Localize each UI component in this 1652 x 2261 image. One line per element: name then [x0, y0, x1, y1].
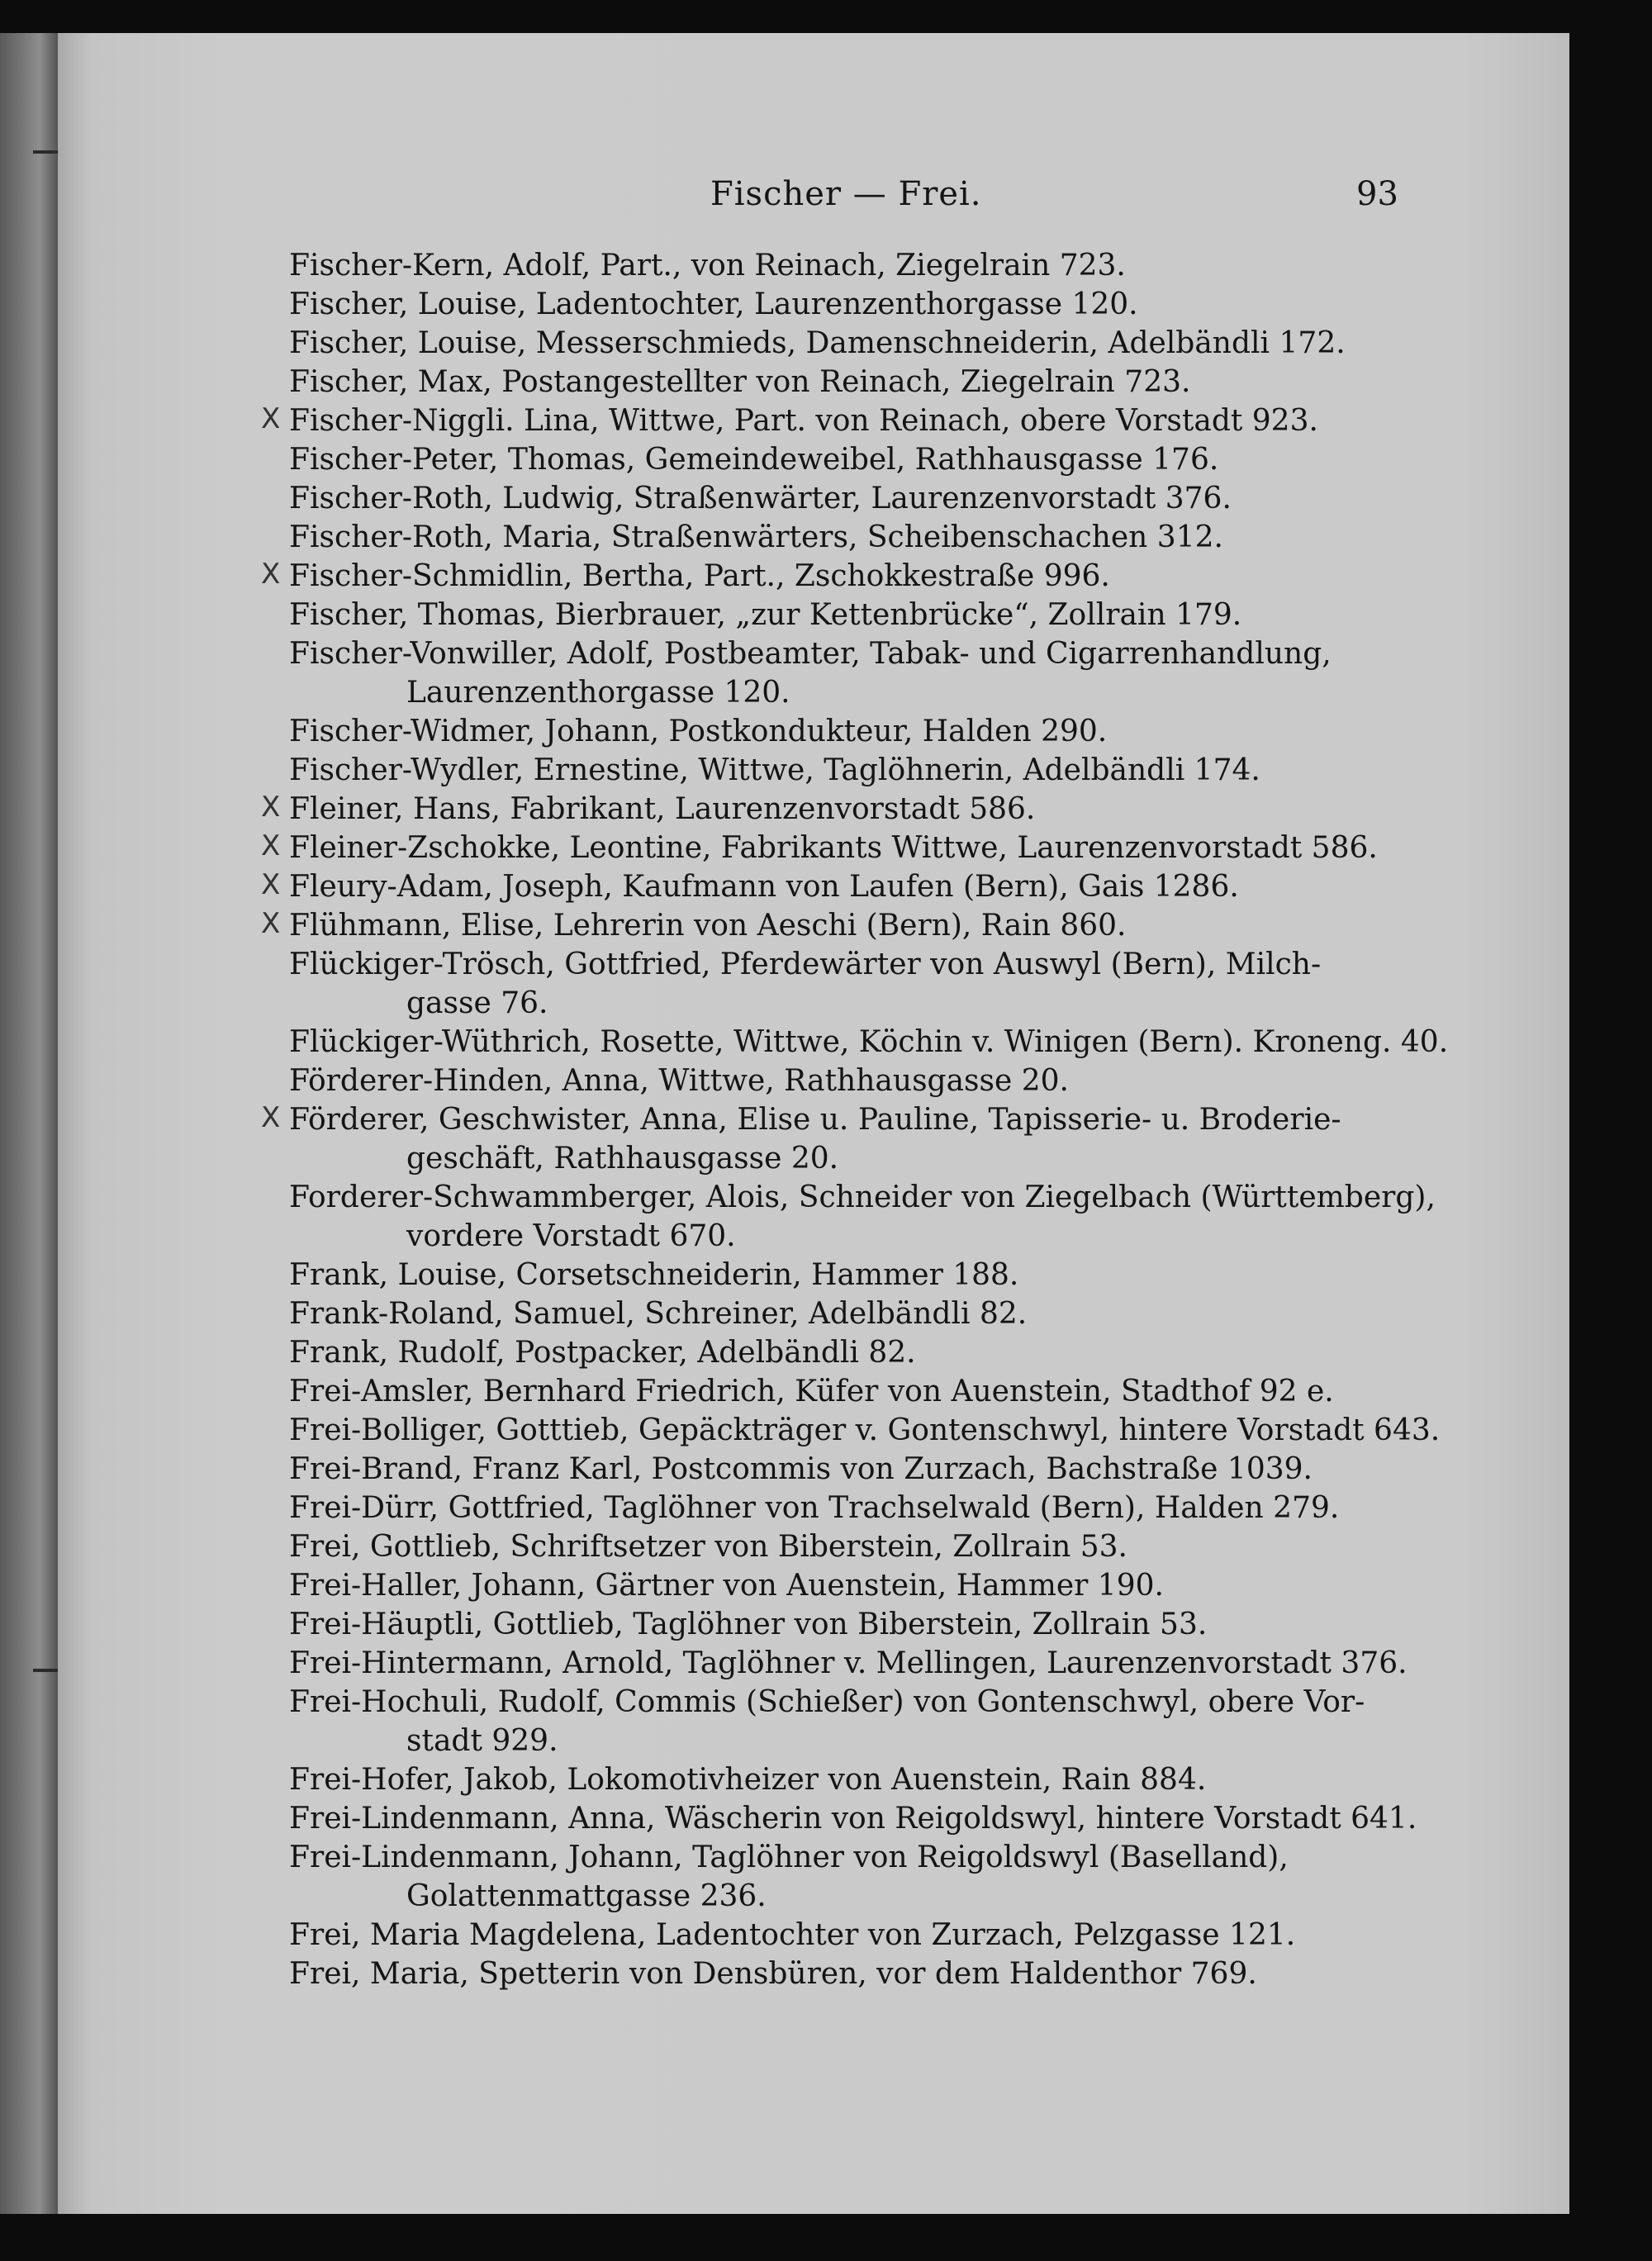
entry-text: Frei-Lindenmann, Anna, Wäscherin von Reigoldswyl, hintere Vorstadt 641.	[289, 1802, 1417, 1836]
directory-entry	[289, 1062, 1412, 1100]
directory-entry	[289, 945, 1412, 984]
entry-text: Fischer-Roth, Ludwig, Straßenwärter, Laurenzenvorstadt 376.	[289, 482, 1232, 515]
entry-text: Fleiner, Hans, Fabrikant, Laurenzenvorstadt 586.	[289, 792, 1036, 826]
handwritten-x-mark: X	[261, 791, 281, 824]
directory-entry	[289, 751, 1412, 790]
entry-text: Golattenmattgasse 236.	[406, 1879, 767, 1913]
directory-entry	[289, 1683, 1412, 1722]
entry-text: Frei-Dürr, Gottfried, Taglöhner von Trachselwald (Bern), Halden 279.	[289, 1491, 1340, 1525]
directory-entry	[261, 906, 1412, 945]
entry-text: Fischer, Thomas, Bierbrauer, „zur Kettenbrücke“, Zollrain 179.	[289, 598, 1242, 632]
directory-entry	[289, 1372, 1412, 1411]
directory-entry	[261, 829, 1412, 867]
page-number: 93	[1356, 175, 1398, 213]
entry-text: Frei-Bolliger, Gotttieb, Gepäckträger v. Gontenschwyl, hintere Vorstadt 643.	[289, 1413, 1441, 1447]
directory-entry	[289, 1178, 1436, 1217]
directory-entry	[289, 324, 1412, 363]
entry-text: Fischer-Vonwiller, Adolf, Postbeamter, Tabak- und Cigarrenhandlung,	[289, 637, 1332, 671]
entry-text: vordere Vorstadt 670.	[406, 1219, 736, 1253]
entry-text: Frei-Hintermann, Arnold, Taglöhner v. Mellingen, Laurenzenvorstadt 376.	[289, 1646, 1408, 1680]
directory-entry	[289, 518, 1412, 557]
directory-entry	[289, 479, 1412, 518]
directory-entry	[289, 1566, 1412, 1605]
entry-text: Frei-Amsler, Bernhard Friedrich, Küfer von Auenstein, Stadthof 92 e.	[289, 1375, 1334, 1408]
directory-entries	[261, 246, 1449, 1993]
entry-text: Frei-Hofer, Jakob, Lokomotivheizer von Auenstein, Rain 884.	[289, 1763, 1207, 1797]
directory-entry	[289, 1023, 1449, 1062]
entry-text: Förderer-Hinden, Anna, Wittwe, Rathhausgasse 20.	[289, 1064, 1069, 1098]
entry-text: Frank, Louise, Corsetschneiderin, Hammer 188.	[289, 1258, 1019, 1292]
directory-entry	[289, 1489, 1412, 1527]
entry-text: Laurenzenthorgasse 120.	[406, 676, 790, 710]
directory-entry	[289, 246, 1412, 285]
entry-text: Fischer-Roth, Maria, Straßenwärters, Scheibenschachen 312.	[289, 520, 1223, 554]
handwritten-x-mark: X	[261, 1101, 281, 1134]
directory-entry	[289, 1527, 1412, 1566]
directory-entry	[289, 1450, 1412, 1489]
entry-text: Förderer, Geschwister, Anna, Elise u. Pauline, Tapisserie- u. Broderie-	[289, 1103, 1341, 1137]
directory-entry	[261, 1100, 1412, 1139]
directory-entry	[289, 1799, 1417, 1838]
directory-entry	[289, 712, 1412, 751]
entry-text: Frei-Brand, Franz Karl, Postcommis von Zurzach, Bachstraße 1039.	[289, 1452, 1313, 1486]
directory-entry	[289, 634, 1412, 673]
directory-entry	[289, 596, 1412, 634]
directory-entry	[289, 440, 1412, 479]
entry-text: Frei, Maria Magdelena, Ladentochter von Zurzach, Pelzgasse 121.	[289, 1918, 1296, 1952]
directory-entry	[289, 1760, 1412, 1799]
directory-entry	[289, 1838, 1412, 1877]
handwritten-x-mark: X	[261, 402, 281, 435]
book-page	[58, 33, 1569, 2214]
page-header	[58, 175, 1569, 225]
entry-text: Frei-Hochuli, Rudolf, Commis (Schießer) von Gontenschwyl, obere Vor-	[289, 1685, 1365, 1719]
entry-text: geschäft, Rathhausgasse 20.	[406, 1142, 839, 1176]
entry-text: Flückiger-Wüthrich, Rosette, Wittwe, Köchin v. Winigen (Bern). Kroneng. 40.	[289, 1025, 1449, 1059]
entry-continuation-line	[289, 984, 1412, 1023]
entry-text: Fleury-Adam, Joseph, Kaufmann von Laufen (Bern), Gais 1286.	[289, 870, 1239, 904]
directory-entry	[289, 1605, 1412, 1644]
entry-text: Frei-Häuptli, Gottlieb, Taglöhner von Biberstein, Zollrain 53.	[289, 1608, 1208, 1641]
entry-continuation-line	[289, 1877, 1412, 1916]
directory-entry	[289, 363, 1412, 401]
entry-text: Fischer-Schmidlin, Bertha, Part., Zschokkestraße 996.	[289, 559, 1110, 593]
entry-text: Frei-Haller, Johann, Gärtner von Auenstein, Hammer 190.	[289, 1569, 1164, 1603]
directory-entry	[289, 1294, 1412, 1333]
directory-entry	[261, 401, 1412, 440]
entry-text: Frei, Maria, Spetterin von Densbüren, vor dem Haldenthor 769.	[289, 1957, 1257, 1991]
running-title: Fischer — Frei.	[710, 175, 982, 213]
entry-continuation-line	[289, 1139, 1412, 1178]
directory-entry	[289, 1644, 1412, 1683]
directory-entry	[289, 1411, 1441, 1450]
entry-text: Fischer-Wydler, Ernestine, Wittwe, Taglöhnerin, Adelbändli 174.	[289, 753, 1260, 787]
entry-text: Fischer-Niggli. Lina, Wittwe, Part. von Reinach, obere Vorstadt 923.	[289, 404, 1318, 438]
directory-entry	[261, 867, 1412, 906]
entry-text: Flückiger-Trösch, Gottfried, Pferdewärter von Auswyl (Bern), Milch-	[289, 948, 1322, 981]
entry-text: stadt 929.	[406, 1724, 558, 1758]
entry-text: Fischer, Louise, Ladentochter, Laurenzenthorgasse 120.	[289, 287, 1138, 321]
directory-entry	[289, 285, 1412, 324]
entry-text: Frank-Roland, Samuel, Schreiner, Adelbändli 82.	[289, 1297, 1028, 1331]
entry-text: Frei, Gottlieb, Schriftsetzer von Biberstein, Zollrain 53.	[289, 1530, 1127, 1564]
directory-entry	[289, 1955, 1412, 1993]
directory-entry	[289, 1916, 1412, 1955]
handwritten-x-mark: X	[261, 868, 281, 901]
handwritten-x-mark: X	[261, 829, 281, 862]
handwritten-x-mark: X	[261, 907, 281, 940]
entry-text: Fischer-Kern, Adolf, Part., von Reinach, Ziegelrain 723.	[289, 249, 1126, 283]
entry-continuation-line	[289, 1722, 1412, 1760]
entry-text: Fischer-Widmer, Johann, Postkondukteur, Halden 290.	[289, 715, 1108, 748]
entry-text: Frank, Rudolf, Postpacker, Adelbändli 82.	[289, 1336, 916, 1370]
directory-entry	[261, 557, 1412, 596]
entry-text: Flühmann, Elise, Lehrerin von Aeschi (Bern), Rain 860.	[289, 909, 1127, 943]
previous-page-edge	[0, 33, 66, 2214]
entry-text: Fischer, Louise, Messerschmieds, Damenschneiderin, Adelbändli 172.	[289, 326, 1346, 360]
directory-entry	[261, 790, 1412, 829]
entry-text: Fischer-Peter, Thomas, Gemeindeweibel, Rathhausgasse 176.	[289, 443, 1219, 477]
entry-text: Fleiner-Zschokke, Leontine, Fabrikants Wittwe, Laurenzenvorstadt 586.	[289, 831, 1378, 865]
entry-text: Fischer, Max, Postangestellter von Reinach, Ziegelrain 723.	[289, 365, 1191, 399]
entry-text: gasse 76.	[406, 986, 548, 1020]
directory-entry	[289, 1333, 1412, 1372]
entry-continuation-line	[289, 673, 1412, 712]
directory-entry	[289, 1256, 1412, 1294]
handwritten-x-mark: X	[261, 558, 281, 591]
entry-text: Forderer-Schwammberger, Alois, Schneider von Ziegelbach (Württemberg),	[289, 1180, 1436, 1214]
entry-continuation-line	[289, 1217, 1412, 1256]
entry-text: Frei-Lindenmann, Johann, Taglöhner von Reigoldswyl (Baselland),	[289, 1841, 1289, 1874]
